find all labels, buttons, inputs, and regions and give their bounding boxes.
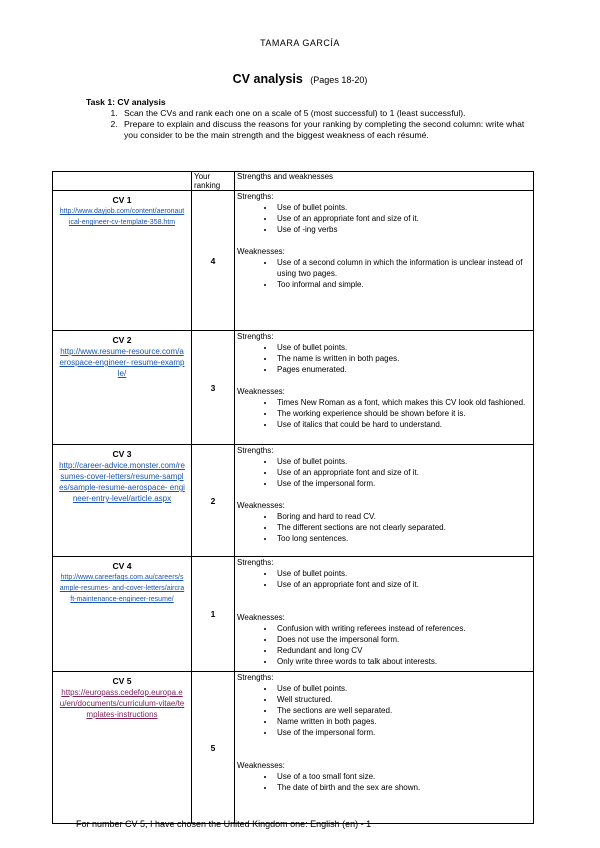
list-item: • Boring and hard to read CV. [275, 511, 531, 522]
list-item: • Use of a too small font size. [275, 771, 531, 782]
document-title [0, 70, 600, 88]
list-item: • Use of an appropriate font and size of it. [275, 579, 531, 590]
cv-cell [53, 191, 192, 331]
weaknesses-list [237, 257, 531, 290]
weaknesses-label: Weaknesses: [237, 387, 285, 396]
header-cv-column [53, 172, 192, 191]
list-item: • Too long sentences. [275, 533, 531, 544]
list-item: • Use of italics that could be hard to understand. [275, 419, 531, 430]
footer-note: For number CV 5, I have chosen the United Kingdom one: English (en) - 1 [76, 819, 372, 829]
cv-cell [53, 331, 192, 445]
strengths-label: Strengths: [237, 332, 274, 341]
strengths-list [237, 342, 531, 375]
strengths-weaknesses-cell [235, 672, 534, 824]
cv-link[interactable]: http://www.careerfaqs.com.au/careers/sample-resumes- and-cover-letters/aircraft-maintenance-engineer-resume/ [59, 574, 185, 603]
cv-link[interactable]: https://europass.cedefop.europa.eu/en/documents/curriculum-vitae/templates-instructions [59, 688, 185, 719]
ranking-value: 3 [192, 331, 235, 445]
table-row [53, 331, 534, 445]
ranking-value: 5 [192, 672, 235, 824]
list-item: • Confusion with writing referees instead of references. [275, 623, 531, 634]
cv-name: CV 4 [112, 561, 132, 571]
cv-link[interactable]: http://www.resume-resource.com/aerospace-engineer- resume-example/ [59, 347, 185, 378]
strengths-weaknesses-cell [235, 331, 534, 445]
weaknesses-list [237, 623, 531, 667]
task-section [86, 97, 526, 141]
strengths-weaknesses-cell [235, 191, 534, 331]
strengths-label: Strengths: [237, 446, 274, 455]
list-item: • Use of the impersonal form. [275, 727, 531, 738]
list-item: • Use of an appropriate font and size of it. [275, 467, 531, 478]
list-item: • Pages enumerated. [275, 364, 531, 375]
list-item: • Use of bullet points. [275, 202, 531, 213]
list-item: • Too informal and simple. [275, 279, 531, 290]
list-item: • Use of bullet points. [275, 342, 531, 353]
title-pages: (Pages 18-20) [310, 75, 368, 85]
weaknesses-list [237, 397, 531, 430]
list-item: • Only write three words to talk about interests. [275, 656, 531, 667]
weaknesses-label: Weaknesses: [237, 613, 285, 622]
list-item: • The working experience should be shown before it is. [275, 408, 531, 419]
table-row [53, 445, 534, 557]
strengths-label: Strengths: [237, 558, 274, 567]
ranking-value: 1 [192, 557, 235, 672]
task-step: 2. Prepare to explain and discuss the reasons for your ranking by completing the second column: write what you consider to be the main strength and the biggest weakness of each résumé. [120, 119, 526, 141]
list-item: • The date of birth and the sex are shown. [275, 782, 531, 793]
weaknesses-label: Weaknesses: [237, 501, 285, 510]
ranking-value: 2 [192, 445, 235, 557]
weaknesses-list [237, 771, 531, 793]
list-item: • Redundant and long CV [275, 645, 531, 656]
list-item: • The sections are well separated. [275, 705, 531, 716]
table-row [53, 672, 534, 824]
list-item: • The different sections are not clearly separated. [275, 522, 531, 533]
strengths-weaknesses-cell [235, 557, 534, 672]
cv-cell [53, 672, 192, 824]
cv-link[interactable]: http://www.dayjob.com/content/aeronautical-engineer-cv-template-358.htm [59, 208, 185, 226]
header-ranking: Your ranking [192, 172, 235, 191]
table-header-row [53, 172, 534, 191]
strengths-label: Strengths: [237, 673, 274, 682]
cv-cell [53, 445, 192, 557]
cv-name: CV 2 [112, 335, 132, 345]
table-row [53, 557, 534, 672]
task-title: Task 1: CV analysis [86, 97, 166, 107]
table-row [53, 191, 534, 331]
list-item: • The name is written in both pages. [275, 353, 531, 364]
list-item: • Use of a second column in which the information is unclear instead of using two pages. [275, 257, 531, 279]
cv-cell [53, 557, 192, 672]
weaknesses-list [237, 511, 531, 544]
strengths-label: Strengths: [237, 192, 274, 201]
list-item: • Use of -ing verbs [275, 224, 531, 235]
list-item: • Well structured. [275, 694, 531, 705]
cv-name: CV 5 [112, 676, 132, 686]
weaknesses-label: Weaknesses: [237, 761, 285, 770]
strengths-weaknesses-cell [235, 445, 534, 557]
list-item: • Use of bullet points. [275, 456, 531, 467]
strengths-list [237, 568, 531, 590]
list-item: • Name written in both pages. [275, 716, 531, 727]
list-item: • Use of an appropriate font and size of it. [275, 213, 531, 224]
list-item: • Does not use the impersonal form. [275, 634, 531, 645]
strengths-list [237, 456, 531, 489]
task-step: 1. Scan the CVs and rank each one on a scale of 5 (most successful) to 1 (least successful). [120, 108, 526, 119]
task-steps [86, 108, 526, 141]
header-strengths-weaknesses: Strengths and weaknesses [235, 172, 534, 191]
cv-table [52, 171, 534, 824]
weaknesses-label: Weaknesses: [237, 247, 285, 256]
title-main: CV analysis [232, 72, 303, 86]
list-item: • Use of bullet points. [275, 568, 531, 579]
list-item: • Times New Roman as a font, which makes this CV look old fashioned. [275, 397, 531, 408]
cv-name: CV 1 [112, 195, 132, 205]
cv-name: CV 3 [112, 449, 132, 459]
cv-link[interactable]: http://career-advice.monster.com/resumes-cover-letters/resume-samples/sample-resume-aerospace- engineer-entry-level/article.aspx [59, 461, 185, 503]
ranking-value: 4 [192, 191, 235, 331]
strengths-list [237, 683, 531, 738]
strengths-list [237, 202, 531, 235]
list-item: • Use of bullet points. [275, 683, 531, 694]
list-item: • Use of the impersonal form. [275, 478, 531, 489]
author-name: TAMARA GARCÍA [260, 38, 340, 48]
